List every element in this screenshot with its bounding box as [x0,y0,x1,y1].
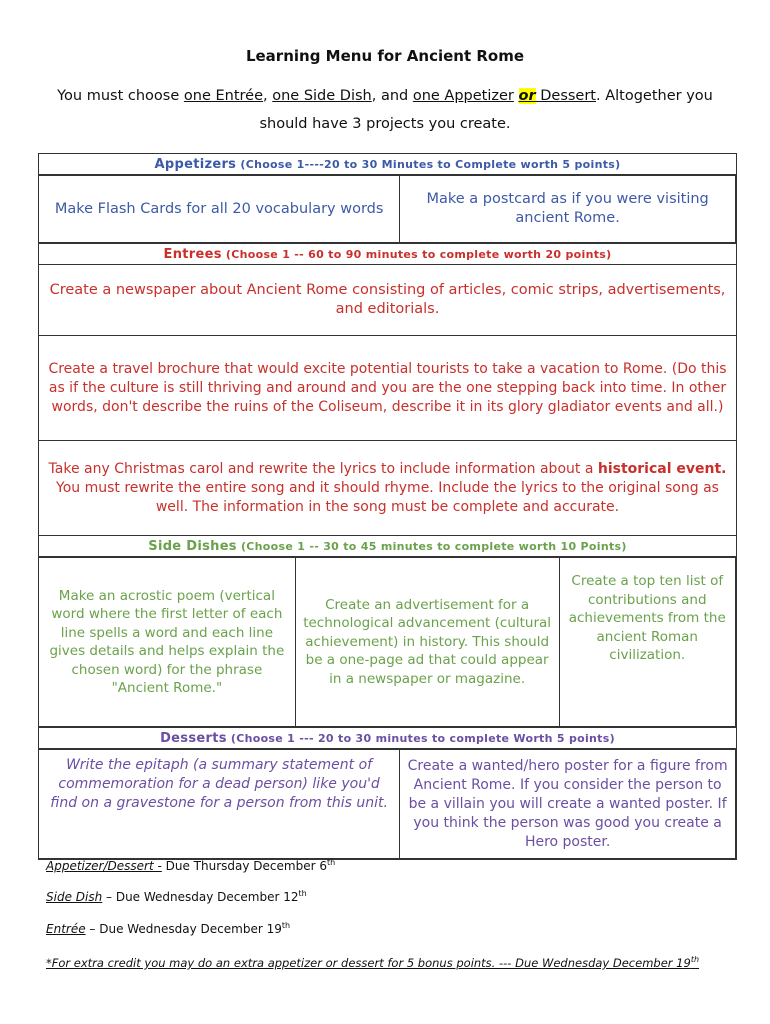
entree-option-christmas-carol [39,441,737,536]
desserts-header-title: Desserts [160,730,227,746]
due-text-entree: – Due Wednesday December 19 [85,922,282,936]
carol-text-1: Take any Christmas carol and rewrite the lyrics to include information about a [48,460,598,477]
entree-row-carol [39,441,737,536]
due-sup-appetizer-dessert: th [326,858,336,867]
appetizers-options [39,175,736,243]
entrees-header-details: (Choose 1 -- 60 to 90 minutes to complete worth 20 points) [221,247,612,261]
intro-space [514,88,519,104]
extra-credit-sup: th [690,955,700,964]
entree-option-newspaper: Create a newspaper about Ancient Rome consisting of articles, comic strips, advertisements, and editorials. [39,265,737,336]
due-label-appetizer-dessert: Appetizer/Dessert - [46,859,162,873]
due-text-appetizer-dessert: Due Thursday December 6 [161,859,327,873]
intro-appetizer: one Appetizer [412,88,514,104]
due-sup-entree: th [281,921,291,930]
desserts-header-row [39,728,737,749]
appetizers-header [39,154,737,175]
desserts-row [39,749,737,860]
dessert-option-wanted-poster: Create a wanted/hero poster for a figure from Ancient Rome. If you consider the person to be a villain you will create a wanted poster. If you think the person was good you create a Hero poster. [400,750,736,859]
due-date-entree [46,921,290,936]
desserts-options [39,749,736,859]
intro-instructions [40,82,730,138]
entree-option-brochure: Create a travel brochure that would excite potential tourists to take a vacation to Rome. (Do this as if the culture is still thriving and around and you are the one stepping back into time. In other words, don't describe the ruins of the Coliseum, describe it in its glory gladiator events and all.) [39,336,737,441]
learning-menu-table [38,153,737,860]
side-option-advertisement: Create an advertisement for a technological advancement (cultural achievement) in history. This should be a one-page ad that could appear in a newspaper or magazine. [295,558,559,727]
entree-row-brochure [39,336,737,441]
intro-text-1: You must choose [57,88,184,104]
carol-text-bold: historical event. [597,460,727,477]
entrees-header-title: Entrees [163,246,222,262]
desserts-header [39,728,737,749]
desserts-header-details: (Choose 1 --- 20 to 30 minutes to complete Worth 5 points) [226,731,615,745]
appetizers-cell-holder [39,175,737,244]
appetizer-option-flash-cards: Make Flash Cards for all 20 vocabulary words [39,176,400,243]
intro-and: , and [371,88,413,104]
intro-comma: , [263,88,273,104]
intro-side-dish: one Side Dish [272,88,372,104]
extra-credit-note [46,955,736,970]
side-dishes-header-title: Side Dishes [148,538,237,554]
entrees-header-row [39,244,737,265]
extra-credit-text: *For extra credit you may do an extra appetizer or dessert for 5 bonus points. --- Due Wednesday December 19 [46,955,691,970]
carol-text-2: You must rewrite the entire song and it should rhyme. Include the lyrics to the original song as well. The information in the song must be complete and accurate. [56,479,719,515]
dessert-option-epitaph: Write the epitaph (a summary statement of commemoration for a dead person) like you'd find on a gravestone for a person from this unit. [39,750,400,859]
intro-text-2: . Altogether you should have 3 projects you create. [259,88,713,132]
side-dishes-cell-holder [39,557,737,728]
side-dishes-header-row [39,536,737,557]
entrees-header [39,244,737,265]
due-label-side-dish: Side Dish [46,890,103,904]
due-date-appetizer-dessert [46,858,335,873]
side-dishes-header [39,536,737,557]
due-date-side-dish [46,889,307,904]
intro-or-highlight: or [518,88,536,104]
entree-row-newspaper [39,265,737,336]
desserts-cell-holder [39,749,737,860]
appetizers-header-details: (Choose 1----20 to 30 Minutes to Complete worth 5 points) [236,157,621,171]
intro-dessert: Dessert [535,88,596,104]
side-option-top-ten-list: Create a top ten list of contributions and achievements from the ancient Roman civilization. [559,558,736,727]
appetizers-header-row [39,154,737,175]
side-dishes-row [39,557,737,728]
side-dishes-options [39,557,736,727]
side-dishes-header-details: (Choose 1 -- 30 to 45 minutes to complete worth 10 Points) [236,539,627,553]
appetizers-row [39,175,737,244]
due-label-entree: Entrée [46,922,86,936]
side-option-acrostic-poem: Make an acrostic poem (vertical word where the first letter of each line spells a word and each line gives details and helps explain the chosen word) for the phrase "Ancient Rome." [39,558,295,727]
appetizer-option-postcard: Make a postcard as if you were visiting ancient Rome. [400,176,736,243]
intro-entree: one Entrée [183,88,264,104]
due-sup-side-dish: th [298,889,307,898]
appetizers-header-title: Appetizers [154,156,237,172]
page-title: Learning Menu for Ancient Rome [245,47,525,65]
due-text-side-dish: – Due Wednesday December 12 [102,890,299,904]
